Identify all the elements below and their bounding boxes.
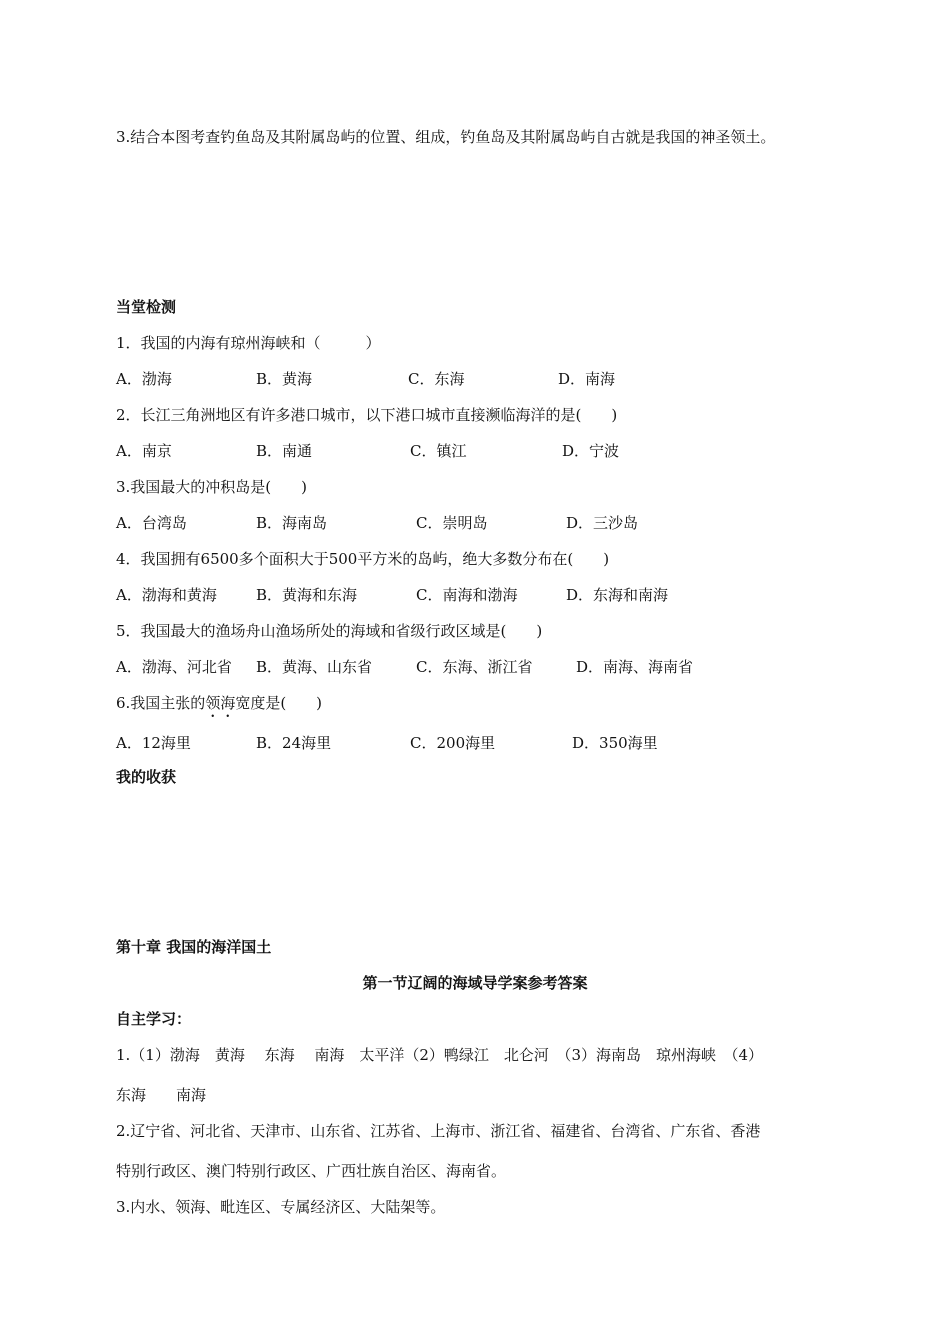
- q4-option-a: A．渤海和黄海: [116, 586, 217, 604]
- harvest-heading: 我的收获: [116, 768, 177, 786]
- question-3: 3.我国最大的冲积岛是( ): [116, 478, 308, 496]
- q4-option-c: C．南海和渤海: [416, 586, 518, 604]
- q4-option-d: D．东海和南海: [566, 586, 669, 604]
- q6-option-d: D．350海里: [572, 734, 658, 752]
- q3-option-b: B．海南岛: [256, 514, 328, 532]
- q4-option-b: B．黄海和东海: [256, 586, 358, 604]
- q5-option-a: A．渤海、河北省: [116, 658, 232, 676]
- q3-option-a: A．台湾岛: [116, 514, 187, 532]
- answer-line-4: 特别行政区、澳门特别行政区、广西壮族自治区、海南省。: [116, 1162, 507, 1180]
- q2-option-a: A．南京: [116, 442, 172, 460]
- answer-line-1: 1.（1）渤海 黄海 东海 南海 太平洋（2）鸭绿江 北仑河 （3）海南岛 琼州海峡 （4）: [116, 1046, 764, 1064]
- q6-option-b: B．24海里: [256, 734, 332, 752]
- question-5: 5．我国最大的渔场舟山渔场所处的海域和省级行政区域是( ): [116, 622, 543, 640]
- chapter-title: 第十章 我国的海洋国土: [116, 938, 272, 956]
- q1-option-a: A．渤海: [116, 370, 172, 388]
- q3-option-d: D．三沙岛: [566, 514, 639, 532]
- question-2: 2．长江三角洲地区有许多港口城市，以下港口城市直接濒临海洋的是( ): [116, 406, 618, 424]
- q5-option-b: B．黄海、山东省: [256, 658, 373, 676]
- question-6-pre: 6.我国主张的: [116, 694, 206, 712]
- question-1: 1．我国的内海有琼州海峡和（ ）: [116, 334, 381, 352]
- answer-line-2: 东海 南海: [116, 1086, 207, 1104]
- answers-title: 第一节辽阔的海域导学案参考答案: [362, 974, 588, 992]
- q2-option-c: C．镇江: [410, 442, 467, 460]
- q2-option-d: D．宁波: [562, 442, 620, 460]
- question-6: [116, 693, 322, 721]
- q5-option-c: C．东海、浙江省: [416, 658, 533, 676]
- q6-option-a: A．12海里: [116, 734, 191, 752]
- quiz-heading: 当堂检测: [116, 298, 177, 316]
- q6-option-c: C．200海里: [410, 734, 496, 752]
- q1-option-c: C．东海: [408, 370, 465, 388]
- intro-item-3: 3.结合本图考查钓鱼岛及其附属岛屿的位置、组成，钓鱼岛及其附属岛屿自古就是我国的神圣领土。: [116, 128, 776, 146]
- question-4: 4．我国拥有6500多个面积大于500平方米的岛屿，绝大多数分布在( ): [116, 550, 610, 568]
- answer-line-5: 3.内水、领海、毗连区、专属经济区、大陆架等。: [116, 1198, 446, 1216]
- q1-option-d: D．南海: [558, 370, 616, 388]
- q2-option-b: B．南通: [256, 442, 313, 460]
- question-6-emphasis: 领海: [205, 694, 236, 712]
- answer-line-3: 2.辽宁省、河北省、天津市、山东省、江苏省、上海市、浙江省、福建省、台湾省、广东省、香港: [116, 1122, 761, 1140]
- q3-option-c: C．崇明岛: [416, 514, 488, 532]
- q5-option-d: D．南海、海南省: [576, 658, 694, 676]
- question-6-post: 宽度是( ): [235, 694, 323, 712]
- self-study-heading: 自主学习：: [116, 1010, 192, 1028]
- q1-option-b: B．黄海: [256, 370, 313, 388]
